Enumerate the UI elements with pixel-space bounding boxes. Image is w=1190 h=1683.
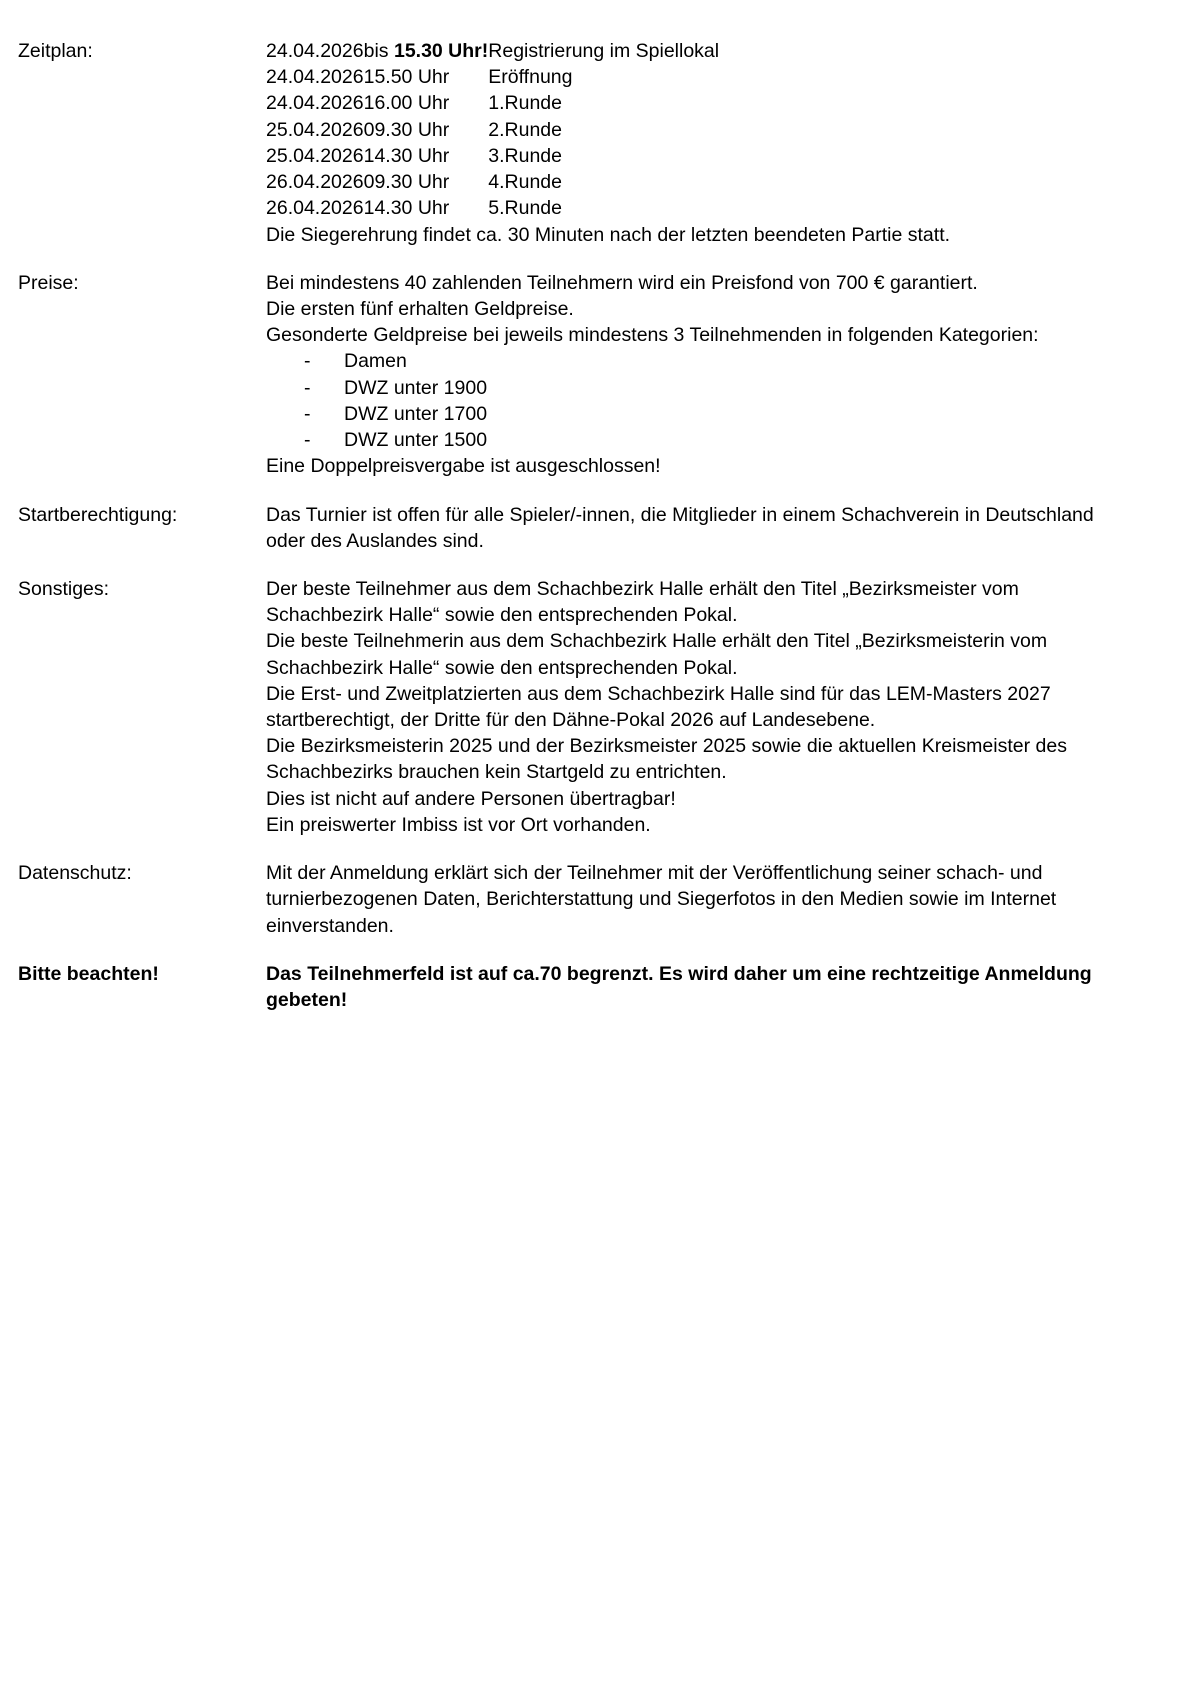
schedule-event: Registrierung im Spiellokal: [488, 40, 720, 62]
schedule-event: 2.Runde: [488, 118, 562, 141]
schedule-time: 15.50 Uhr: [363, 66, 450, 89]
document-section: [18, 961, 1130, 1013]
list-item-label: DWZ unter 1700: [344, 402, 488, 425]
section-label-cell: [18, 38, 266, 64]
section-label: Zeitplan:: [18, 40, 93, 62]
schedule-row: [266, 143, 719, 169]
document-section: [18, 860, 1130, 939]
list-item: [304, 348, 1130, 374]
schedule-event: 4.Runde: [488, 171, 562, 194]
section-label: Preise:: [18, 271, 79, 294]
section-content: [266, 270, 1130, 480]
section-label: Startberechtigung:: [18, 503, 178, 526]
bullet-marker: -: [304, 350, 311, 373]
bullet-marker: -: [304, 429, 311, 452]
section-content: [266, 576, 1130, 838]
paragraph: Bei mindestens 40 zahlenden Teilnehmern wird ein Preisfond von 700 € garantiert.: [266, 271, 978, 294]
section-label-cell: [18, 270, 266, 296]
schedule-event: Eröffnung: [488, 66, 573, 89]
section-label: Sonstiges:: [18, 577, 110, 600]
paragraph: Der beste Teilnehmer aus dem Schachbezirk Halle erhält den Titel „Bezirksmeister vom Schachbezirk Halle“ sowie den entsprechenden Pokal.: [266, 577, 1019, 627]
schedule-date: 26.04.2026: [266, 171, 364, 194]
schedule-date: 24.04.2026: [266, 92, 364, 115]
section-content: [266, 38, 1130, 248]
section-label-cell: [18, 576, 266, 602]
section-content: [266, 961, 1130, 1013]
list-item: [304, 427, 1130, 453]
list-item: [304, 401, 1130, 427]
section-label-cell: [18, 961, 266, 987]
paragraph: Das Turnier ist offen für alle Spieler/-innen, die Mitglieder in einem Schachverein in Deutschland oder des Auslandes sind.: [266, 503, 1094, 552]
schedule-date: 25.04.2026: [266, 118, 364, 141]
schedule-time: 09.30 Uhr: [363, 171, 450, 194]
schedule-row: [266, 90, 719, 116]
sections-container: [18, 38, 1130, 1013]
list-item-label: DWZ unter 1500: [344, 429, 488, 452]
schedule-time: bis 15.30 Uhr!: [363, 40, 489, 62]
schedule-row: [266, 117, 719, 143]
document-section: [18, 270, 1130, 480]
paragraph: Eine Doppelpreisvergabe ist ausgeschlossen!: [266, 455, 661, 478]
paragraph: Mit der Anmeldung erklärt sich der Teilnehmer mit der Veröffentlichung seiner schach- und turnierbezogenen Daten, Berichterstattung und Siegerfotos in den Medien sowie im Internet einverstanden.: [266, 862, 1057, 937]
schedule-date: 26.04.2026: [266, 197, 364, 220]
category-list: [266, 348, 1130, 453]
schedule-event: 5.Runde: [488, 197, 562, 220]
schedule-date: 24.04.2026: [266, 40, 364, 62]
section-content: [266, 860, 1130, 939]
schedule-row: [266, 38, 719, 64]
section-label: Datenschutz:: [18, 862, 132, 885]
section-label-cell: [18, 860, 266, 886]
list-item-label: Damen: [344, 350, 407, 373]
schedule-footnote: Die Siegerehrung findet ca. 30 Minuten nach der letzten beendeten Partie statt.: [266, 223, 951, 246]
schedule-row: [266, 64, 719, 90]
schedule-date: 25.04.2026: [266, 144, 364, 167]
schedule-time: 09.30 Uhr: [363, 118, 450, 141]
document-section: [18, 576, 1130, 838]
paragraph: Gesonderte Geldpreise bei jeweils mindestens 3 Teilnehmenden in folgenden Kategorien:: [266, 324, 1039, 347]
schedule-time: 14.30 Uhr: [363, 197, 450, 220]
paragraph: Die Bezirksmeisterin 2025 und der Bezirksmeister 2025 sowie die aktuellen Kreismeister des Schachbezirks brauchen kein Startgeld zu entrichten. Dies ist nicht auf andere Personen übertragbar!: [266, 735, 1067, 810]
schedule-row: [266, 195, 719, 221]
bullet-marker: -: [304, 376, 311, 399]
schedule-event: 3.Runde: [488, 144, 562, 167]
schedule-table: [266, 38, 719, 222]
paragraph: Die Erst- und Zweitplatzierten aus dem Schachbezirk Halle sind für das LEM-Masters 2027 startberechtigt, der Dritte für den Dähne-Pokal 2026 auf Landesebene.: [266, 682, 1051, 732]
bullet-marker: -: [304, 402, 311, 425]
schedule-time: 14.30 Uhr: [363, 144, 450, 167]
section-content: [266, 502, 1130, 554]
paragraph: Die beste Teilnehmerin aus dem Schachbezirk Halle erhält den Titel „Bezirksmeisterin vom Schachbezirk Halle“ sowie den entsprechenden Pokal.: [266, 630, 1048, 679]
schedule-time: 16.00 Uhr: [363, 92, 450, 115]
paragraph: Das Teilnehmerfeld ist auf ca.70 begrenzt. Es wird daher um eine rechtzeitige Anmeldung gebeten!: [266, 962, 1092, 1011]
schedule-event: 1.Runde: [488, 92, 562, 115]
document-section: [18, 502, 1130, 554]
list-item-label: DWZ unter 1900: [344, 376, 488, 399]
section-label: Bitte beachten!: [18, 962, 159, 985]
paragraph: Ein preiswerter Imbiss ist vor Ort vorhanden.: [266, 813, 651, 836]
document-section: [18, 38, 1130, 248]
schedule-row: [266, 169, 719, 195]
paragraph: Die ersten fünf erhalten Geldpreise.: [266, 297, 574, 320]
list-item: [304, 375, 1130, 401]
section-label-cell: [18, 502, 266, 528]
schedule-date: 24.04.2026: [266, 66, 364, 89]
